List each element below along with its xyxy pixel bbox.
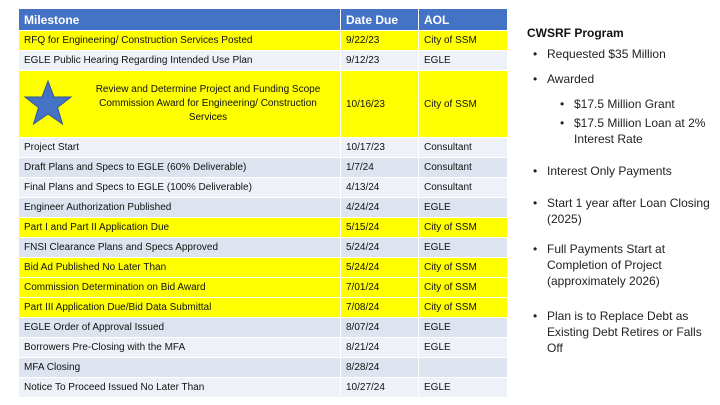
aol-cell: City of SSM <box>419 31 508 51</box>
star-icon <box>23 79 73 127</box>
bullet-text: Plan is to Replace Debt as Existing Debt Retires or Falls Off <box>547 309 702 355</box>
bullet-text: Start 1 year after Loan Closing (2025) <box>547 196 710 226</box>
table-row <box>19 218 508 238</box>
bullet-marker: • <box>533 196 538 210</box>
aol-cell: Consultant <box>419 178 508 198</box>
milestone-cell: RFQ for Engineering/ Construction Services Posted <box>19 31 341 51</box>
aol-cell <box>419 358 508 378</box>
table-row <box>19 258 508 278</box>
date-cell: 1/7/24 <box>341 158 419 178</box>
sub-bullet-loan <box>527 115 717 147</box>
cwsrf-notes <box>527 26 717 355</box>
table-row <box>19 238 508 258</box>
table-row <box>19 278 508 298</box>
milestone-cell: Project Start <box>19 138 341 158</box>
milestone-cell: FNSI Clearance Plans and Specs Approved <box>19 238 341 258</box>
aol-cell: EGLE <box>419 338 508 358</box>
date-cell: 8/07/24 <box>341 318 419 338</box>
date-cell: 10/27/24 <box>341 378 419 398</box>
bullet-awarded <box>527 71 717 87</box>
header-aol: AOL <box>419 9 508 31</box>
milestone-cell: Final Plans and Specs to EGLE (100% Deliverable) <box>19 178 341 198</box>
milestone-cell: Part III Application Due/Bid Data Submittal <box>19 298 341 318</box>
aol-cell: EGLE <box>419 51 508 71</box>
milestone-cell: MFA Closing <box>19 358 341 378</box>
milestone-cell: Draft Plans and Specs to EGLE (60% Deliverable) <box>19 158 341 178</box>
milestone-cell <box>19 71 341 138</box>
bullet-marker: • <box>533 47 538 61</box>
table-row <box>19 318 508 338</box>
milestone-cell: Bid Ad Published No Later Than <box>19 258 341 278</box>
date-cell: 10/17/23 <box>341 138 419 158</box>
table-row <box>19 158 508 178</box>
table-row <box>19 298 508 318</box>
table-row <box>19 51 508 71</box>
notes-title: CWSRF Program <box>527 26 624 40</box>
milestone-cell: EGLE Public Hearing Regarding Intended Use Plan <box>19 51 341 71</box>
table-row <box>19 31 508 51</box>
sub-bullet-grant <box>527 96 717 112</box>
aol-cell: Consultant <box>419 158 508 178</box>
bullet-text: Interest Only Payments <box>547 164 672 178</box>
bullet-marker: • <box>560 97 565 111</box>
milestone-cell: Engineer Authorization Published <box>19 198 341 218</box>
aol-cell: Consultant <box>419 138 508 158</box>
bullet-text: $17.5 Million Grant <box>574 97 675 111</box>
table-row <box>19 178 508 198</box>
milestone-cell: Borrowers Pre-Closing with the MFA <box>19 338 341 358</box>
bullet-marker: • <box>533 164 538 178</box>
bullet-text: Full Payments Start at Completion of Project (approximately 2026) <box>547 242 666 288</box>
table-row-starred <box>19 71 508 138</box>
table-row <box>19 198 508 218</box>
date-cell: 5/24/24 <box>341 238 419 258</box>
aol-cell: EGLE <box>419 378 508 398</box>
date-cell: 7/01/24 <box>341 278 419 298</box>
aol-cell: EGLE <box>419 198 508 218</box>
header-milestone: Milestone <box>19 9 341 31</box>
bullet-requested <box>527 46 717 62</box>
aol-cell: City of SSM <box>419 298 508 318</box>
aol-cell: City of SSM <box>419 278 508 298</box>
milestone-text: Review and Determine Project and Funding Scope Commission Award for Engineering/ Construction Services <box>95 84 321 123</box>
aol-cell: City of SSM <box>419 258 508 278</box>
milestone-cell: Notice To Proceed Issued No Later Than <box>19 378 341 398</box>
aol-cell: City of SSM <box>419 71 508 138</box>
milestone-cell: Part I and Part II Application Due <box>19 218 341 238</box>
table-header-row <box>19 9 508 31</box>
bullet-start <box>527 195 717 227</box>
milestone-cell: EGLE Order of Approval Issued <box>19 318 341 338</box>
date-cell: 4/24/24 <box>341 198 419 218</box>
bullet-plan <box>527 308 717 356</box>
date-cell: 9/22/23 <box>341 31 419 51</box>
milestone-cell: Commission Determination on Bid Award <box>19 278 341 298</box>
table-row <box>19 338 508 358</box>
bullet-marker: • <box>560 116 565 130</box>
bullet-interest-only <box>527 163 717 179</box>
date-cell: 4/13/24 <box>341 178 419 198</box>
bullet-marker: • <box>533 242 538 256</box>
table-row <box>19 358 508 378</box>
date-cell: 5/15/24 <box>341 218 419 238</box>
aol-cell: EGLE <box>419 318 508 338</box>
milestone-table-container <box>18 8 507 398</box>
date-cell: 8/28/24 <box>341 358 419 378</box>
milestone-table <box>18 8 508 398</box>
date-cell: 8/21/24 <box>341 338 419 358</box>
date-cell: 10/16/23 <box>341 71 419 138</box>
date-cell: 9/12/23 <box>341 51 419 71</box>
bullet-text: $17.5 Million Loan at 2% Interest Rate <box>574 116 706 146</box>
bullet-full-payments <box>527 241 717 289</box>
aol-cell: EGLE <box>419 238 508 258</box>
aol-cell: City of SSM <box>419 218 508 238</box>
bullet-marker: • <box>533 72 538 86</box>
date-cell: 7/08/24 <box>341 298 419 318</box>
table-row <box>19 378 508 398</box>
bullet-text: Requested $35 Million <box>547 47 666 61</box>
table-row <box>19 138 508 158</box>
header-date-due: Date Due <box>341 9 419 31</box>
bullet-marker: • <box>533 309 538 323</box>
bullet-text: Awarded <box>547 72 595 86</box>
date-cell: 5/24/24 <box>341 258 419 278</box>
